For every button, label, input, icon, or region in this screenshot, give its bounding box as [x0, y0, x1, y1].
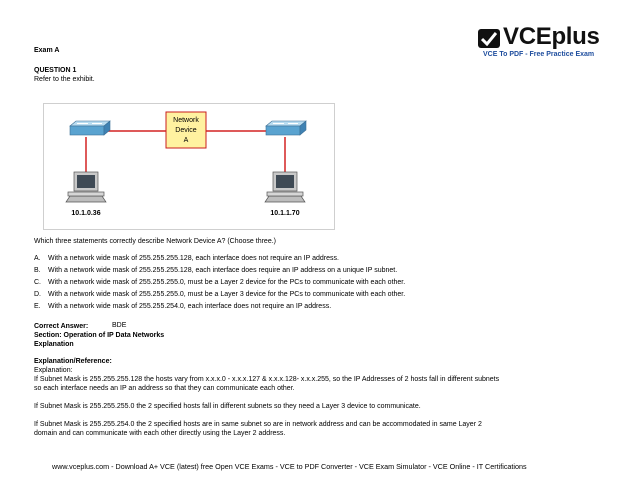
option-d-letter: D.	[34, 291, 41, 298]
option-c-text: With a network wide mask of 255.255.255.0, must be a Layer 2 device for the PCs to communicate with each other.	[48, 279, 406, 286]
option-a-letter: A.	[34, 255, 41, 262]
brand-name: VCEplus	[503, 23, 600, 50]
switch-icon-left	[70, 121, 110, 135]
device-label-line-1: Network	[173, 117, 199, 124]
brand-tagline: VCE To PDF - Free Practice Exam	[483, 51, 595, 58]
section-label: Section: Operation of IP Data Networks	[34, 332, 165, 339]
option-d-text: With a network wide mask of 255.255.255.0, must be a Layer 3 device for the PCs to communicate with each other.	[48, 291, 406, 298]
question-instruction: Refer to the exhibit.	[34, 76, 95, 83]
correct-answer-label: Correct Answer:	[34, 323, 89, 330]
right-host-ip: 10.1.1.70	[270, 210, 300, 217]
option-b-letter: B.	[34, 267, 41, 274]
explanation-label: Explanation:	[34, 367, 73, 374]
explanation-para-1-line-1: If Subnet Mask is 255.255.255.128 the hosts vary from x.x.x.0 - x.x.x.127 & x.x.x.128- x.x.x.255, so the IP Addresses of 2 hosts fall in different subnets	[34, 376, 500, 383]
option-b-text: With a network wide mask of 255.255.255.128, each interface does require an IP address on a unique IP subnet.	[48, 267, 398, 274]
question-label: QUESTION 1	[34, 67, 77, 74]
network-exhibit	[43, 103, 335, 230]
explanation-para-3-line-1: If Subnet Mask is 255.255.254.0 the 2 specified hosts are in same subnet so are in network address and can be accommodated in same Layer 2	[34, 421, 482, 428]
pc-icon-right	[265, 172, 305, 202]
question-prompt: Which three statements correctly describe Network Device A? (Choose three.)	[34, 238, 276, 245]
device-label-line-2: Device	[175, 127, 197, 134]
checkmark-icon	[478, 29, 500, 48]
vceplus-logo	[478, 23, 613, 62]
switch-icon-right	[266, 121, 306, 135]
device-label-line-3: A	[183, 137, 189, 144]
pc-icon-left	[66, 172, 106, 202]
explanation-reference-heading: Explanation/Reference:	[34, 358, 112, 365]
left-host-ip: 10.1.0.36	[71, 210, 101, 217]
exam-title: Exam A	[34, 47, 60, 54]
correct-answer-value: BDE	[112, 322, 127, 329]
option-a-text: With a network wide mask of 255.255.255.128, each interface does not require an IP address.	[48, 255, 339, 262]
explanation-para-2-line-1: If Subnet Mask is 255.255.255.0 the 2 specified hosts fall in different subnets so they need a Layer 3 device to communicate.	[34, 403, 421, 410]
explanation-heading: Explanation	[34, 341, 74, 348]
explanation-para-3-line-2: domain and can communicate with each other directly using the Layer 2 address.	[34, 430, 286, 437]
explanation-para-1-line-2: so each interface needs an IP an address so that they can communicate each other.	[34, 385, 295, 392]
option-c-letter: C.	[34, 279, 41, 286]
option-e-letter: E.	[34, 303, 41, 310]
option-e-text: With a network wide mask of 255.255.254.0, each interface does not require an IP address.	[48, 303, 332, 310]
footer-text: www.vceplus.com - Download A+ VCE (latest) free Open VCE Exams - VCE to PDF Converter - VCE Exam Simulator - VCE Online - IT Certifications	[52, 462, 527, 471]
